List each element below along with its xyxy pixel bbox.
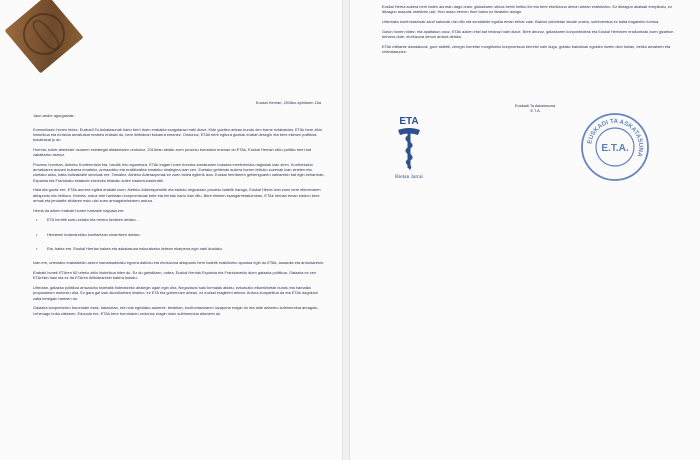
paragraph: Horrela, ezker abertzale osoaren estrategia aldaketaren ondorioz, 2010ean abiatu zuen prozesu burutaino eraman du ETAk, Euskal Herrian ziklo politiko berri bat zabaltzeko asmoz. bbox=[33, 146, 312, 158]
paragraph: Urteotan, gatazka politikoa arrazoizko bidetatik bideratzeko ahalegin ugari egin dira. Negoziazio saio formalak abiatu, ezkutuzko elkarrizketak burutu eta hamaika proposamen aurkeztu dira. Ez gara gai izan akordioetara iristeko, ez ETA eta gobernuen artean, ez euskal eragileen artean. Ardura konpartitua da eta ETAk dagokion zatia beregain hartzen du. bbox=[33, 284, 318, 301]
signature-block bbox=[515, 103, 555, 114]
paragraph: Gutun honen bidez, eta apaltasun osoz, ETAk azken iritzi bat helarazi nahi dizue. Bere aburuz, gatazkaren konponbideak eta Euskal Herriaren eraikuntzak zuen gizartion beharra dute, etorkizuna denon ardura delako. bbox=[382, 28, 674, 39]
stamp-center-text: E.T.A. bbox=[601, 143, 629, 154]
stamp-ring-text: EUSKADI TA ASKATASUNA bbox=[586, 117, 645, 158]
document-page-right bbox=[350, 0, 700, 460]
paragraph: Hala eta guztiz ere, ETAk aurrera egitea erabaki zuen. Aieteko Adierazpenetik eta balizko negoziazio prozesu batetik harago, Euskal Herria izan zuen bere ekimenaren abiapuntu eta helbura. Horrela, orduz arte hartutako konpromisoak bete eta berriak hartu izan ditu. Bere ekimen esangarrietatuenean, ETAk herriari eman zizkion bere armak eta jendartte zibilaren esku utzi zuen armagabetzearen ardura. bbox=[33, 187, 321, 204]
letter-body-left bbox=[33, 100, 327, 320]
list-item: • Eta, batez ere, Euskal Herrian bakea eta askatasuna eskuratzeko bidean ekarpena egin nahi duelako. bbox=[33, 246, 327, 251]
paragraph: Izan ere, urteotako erabakiekin azken hamarkadetako egoera astindu eta etorkizuna abiapuntu berri batetik eraikitzeko apustua egin du ETAk, ausardia eta arduraarekin. bbox=[33, 260, 325, 266]
letter-date: Euskal Herrian, 2018ko apirilaren 16a bbox=[255, 100, 321, 105]
paragraph: Komunikazio honen bidez, Euskadi Ta Askatasunak hartu berri duen erabakia ezagutarazi nahi dizue. Kide guztien artean burutu den barne eztabaidan, ETAk bere ziklo historikoa eta funtzioa amaitutzat ematea erabaki du, bere ibilbideari bukaera emanez. Ondorioz, ETAk bere egitura guztiak erabat desegin eta bere ekimen politikoa bukatutzat jo du. bbox=[33, 126, 323, 143]
logo-letters: ETA bbox=[399, 116, 419, 127]
signature-organization: Euskadi Ta Askatasuna bbox=[515, 103, 556, 108]
paragraph: Herria da azken erabaki honen hartzaile nagusia ere: bbox=[33, 207, 125, 213]
paragraph: Gatazka konpontzeko borondate ezak, batzuetan, eta huts egindako aukerek, bestetan, konfrontazioaren luzapena eragin du eta alde anitzeko sufrimendua areagotu. Lehenago buka zitekeen. Edonola ere, ETAk bere borrokaren ondorioz eragin duen sufrimendua aitortzen du. bbox=[33, 305, 319, 316]
list-item: • ETA herritik sortu zelako eta herrira itzultzen delako. bbox=[33, 217, 327, 222]
list-item: • Herriaren indarrarekiko konfiantzan oinarritzen delako. bbox=[33, 232, 327, 237]
bullet-list bbox=[33, 217, 327, 251]
paragraph: Urteotako konfrontazioak zauri sakonak utzi ditu eta sendabide egokia eman behar zaie. Batzuk oddoletan daude oraino, sufrimendua ez baita iraganeko kontua. bbox=[382, 18, 660, 24]
logo-motto: Bietan Jarrai bbox=[395, 174, 423, 180]
paragraph: ETAk militante izandakook, gure aldetik, zeregin horretan murgiltzeko konpromisoa berretsi nahi dugu, gutako bakoitzak egokien irizten dion tokian, betiko amaitzen eta zintzotasunez. bbox=[382, 43, 671, 54]
letter-body-right bbox=[382, 4, 682, 59]
paragraph: Euskal Herria aukera berri baten aurrean dago orain, gatazkaren zikloa behin betiko itxi eta bere etorkizuna denon artean eraikitzeko. Ez ditzagun akatsak errepikatu, ez ditzagun arazoak usteltzen utzi. Hori arazo berrien iturri baino ez litzateke izango. bbox=[382, 4, 673, 15]
paragraph: Erabaki honek ETAren 60 urteko ziklo historikoa ixten du. Ez du gainditzen, ordea, Euskal Herriak Espainia eta Frantziarekin duen gatazka politikoa. Gatazka ez zen ETArekin hasi eta ez da ETAren ibilbidearekin batera bukatu. bbox=[33, 269, 317, 281]
organization-stamp-icon bbox=[579, 111, 651, 183]
document-page-left bbox=[0, 0, 342, 460]
signature-acronym: E.T.A bbox=[530, 108, 540, 114]
bronze-seal-image bbox=[5, 0, 84, 73]
eta-snake-axe-logo-icon bbox=[392, 114, 426, 190]
paragraph: Prozesu horretan, Aieteko Konferentzia eta, handik hiru egunetara, ETAk iragarri zuen borroka armatuaren bukaera erreferentzia nagusiak izan ziren. Konfrontazio armatuaren araueri bukaera emateko, armazoitko eta eraikitzailea emateko ahalegina izan zen. Zuetako gehienak aukera horren leikuko zuzenak izan zineten eta, zuetako asko, baita bultzatzaile sendoak ere. Tamalez, Aieteko Adierazpenak ez zuen bidea egiterik izan. Euskal herritarren gehiengoaren nahiarekin bat egin beharrean, Espainia eta Frantziako estatuek ezinezko bilakatu zuten hasiera-hasieratik. bbox=[33, 161, 325, 183]
letter-greeting: Jaun-andre agurgarriak: bbox=[33, 113, 75, 119]
